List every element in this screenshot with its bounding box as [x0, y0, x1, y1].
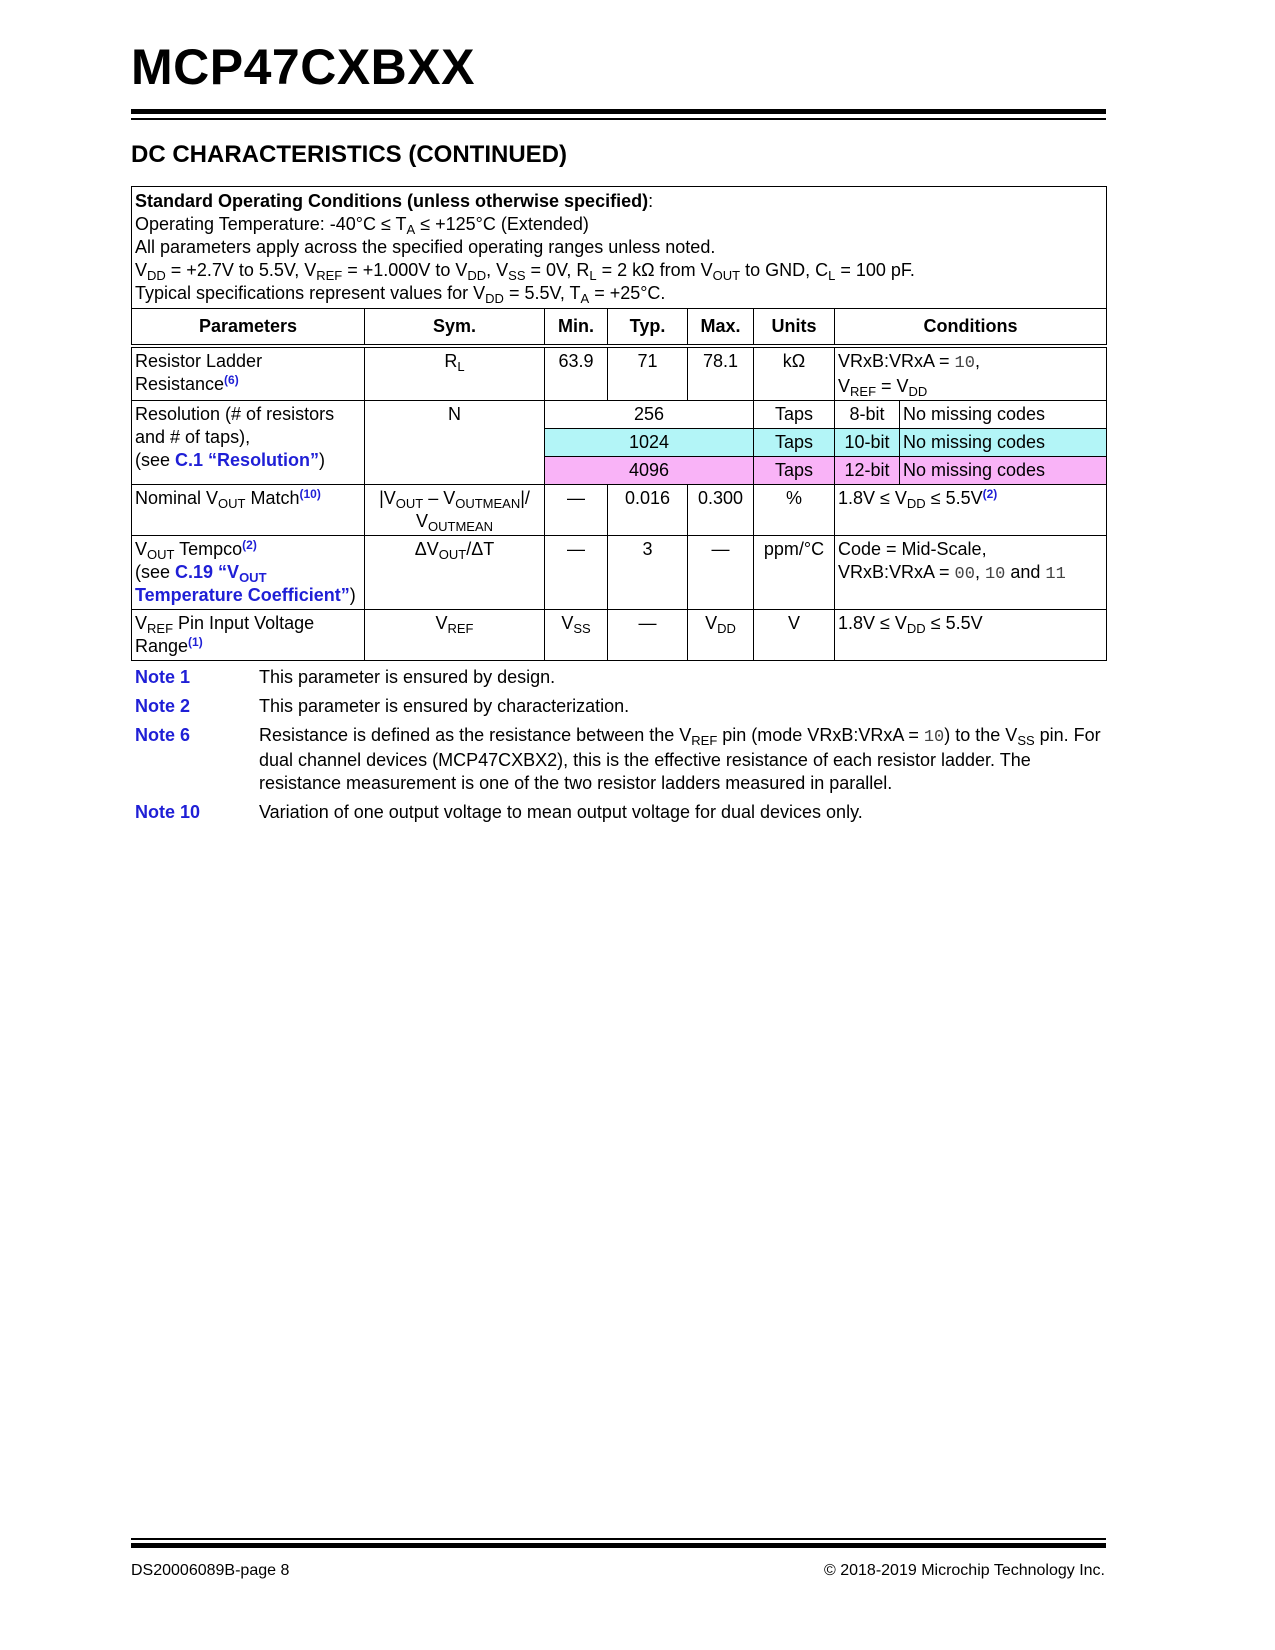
operating-conditions-title: Standard Operating Conditions (unless otherwise specified) — [135, 191, 649, 211]
typical-specs-note: Typical specifications represent values for $V_{DD} = 5.5V$, $T_A = +25^\circ C$. — [135, 283, 666, 306]
max-value: 0.300 — [688, 485, 754, 536]
max-value: $V_{DD}$ — [688, 610, 754, 661]
conditions-value: $1.8V \le V_{DD} \le 5.5V^{(2)}$ — [835, 485, 1107, 536]
header-max: Max. — [688, 309, 754, 347]
typ-value: — — [608, 610, 688, 661]
note-1 — [135, 666, 1105, 689]
link-vout-temperature-coefficient[interactable]: C.19 “$V_{OUT}$ Temperature Coefficient” — [135, 562, 350, 605]
sym-vout-tempco: $\Delta V_{OUT}/\Delta T$ — [365, 536, 545, 610]
table-row — [132, 346, 1107, 401]
table-row — [132, 536, 1107, 610]
operating-temperature: Operating Temperature: $-40^\circ C \le T_A \le +125^\circ C$ (Extended) — [135, 214, 589, 237]
units-value: V — [754, 610, 835, 661]
resolution-value: 256 — [545, 401, 754, 429]
conditions-value: VRxB:VRxA = 10, $V_{REF} = V_{DD}$ — [835, 346, 1107, 401]
units-value: % — [754, 485, 835, 536]
conditions-value: No missing codes — [900, 401, 1107, 429]
conditions-value: $1.8V \le V_{DD} \le 5.5V$ — [835, 610, 1107, 661]
bits-value: 8-bit — [835, 401, 900, 429]
bits-value: 12-bit — [835, 457, 900, 485]
dc-characteristics-table — [131, 186, 1107, 661]
param-vout-match: Nominal $V_{OUT}$ Match$^{(10)}$ — [132, 485, 365, 536]
note-ref-2[interactable]: (2) — [242, 538, 257, 552]
sym-rl: $R_L$ — [365, 346, 545, 401]
header-conditions: Conditions — [835, 309, 1107, 347]
max-value: 78.1 — [688, 346, 754, 401]
footer-copyright: © 2018-2019 Microchip Technology Inc. — [824, 1562, 1105, 1579]
header-rule-thin — [131, 118, 1106, 120]
min-value: — — [545, 536, 608, 610]
header-rule — [131, 109, 1106, 114]
all-parameters-note: All parameters apply across the specified operating ranges unless noted. — [135, 237, 716, 257]
table-row — [132, 485, 1107, 536]
conditions-value: No missing codes — [900, 457, 1107, 485]
max-value: — — [688, 536, 754, 610]
note-ref-2[interactable]: (2) — [982, 487, 998, 501]
param-resistor-ladder: Resistor Ladder Resistance$^{(6)}$ — [132, 346, 365, 401]
min-value: $V_{SS}$ — [545, 610, 608, 661]
table-header-row — [132, 309, 1107, 347]
conditions-value: Code = Mid-Scale, VRxB:VRxA = 00, 10 and 11 — [835, 536, 1107, 610]
note-ref-6[interactable]: (6) — [224, 373, 239, 387]
typ-value: 0.016 — [608, 485, 688, 536]
bits-value: 10-bit — [835, 429, 900, 457]
note-label: Note 2 — [135, 696, 191, 716]
units-value: Taps — [754, 457, 835, 485]
note-label: Note 6 — [135, 725, 191, 745]
header-typ: Typ. — [608, 309, 688, 347]
sym-vout-match: $|V_{OUT} - V_{OUTMEAN}|/$ $V_{OUTMEAN}$ — [365, 485, 545, 536]
note-text: Resistance is defined as the resistance between the $V_{REF}$ pin (mode VRxB:VRxA = 10) to the $V_{SS}$ pin. For dual channel devices (MCP47CXBX2), this is the effective resistance of each resistor ladder. The resistance measurement is one of the two resistor ladders measured in parallel. — [259, 725, 1101, 793]
header-min: Min. — [545, 309, 608, 347]
conditions-value: No missing codes — [900, 429, 1107, 457]
param-vout-tempco: $V_{OUT}$ Tempco$^{(2)}$ (see C.19 “$V_{OUT}$ Temperature Coefficient”) — [132, 536, 365, 610]
resolution-value: 1024 — [545, 429, 754, 457]
min-value: — — [545, 485, 608, 536]
note-6 — [135, 724, 1105, 795]
units-value: Taps — [754, 429, 835, 457]
table-row — [132, 401, 1107, 429]
resolution-value: 4096 — [545, 457, 754, 485]
header-parameters: Parameters — [132, 309, 365, 347]
units-value: Taps — [754, 401, 835, 429]
footer-rule — [131, 1543, 1106, 1548]
note-label: Note 1 — [135, 667, 191, 687]
footer-doc-id: DS20006089B-page 8 — [131, 1562, 290, 1579]
sym-vref: $V_{REF}$ — [365, 610, 545, 661]
note-2 — [135, 695, 1105, 718]
note-text: This parameter is ensured by characterization. — [259, 696, 630, 716]
section-heading: DC CHARACTERISTICS (CONTINUED) — [131, 141, 567, 168]
param-vref-range: $V_{REF}$ Pin Input Voltage Range$^{(1)}$ — [132, 610, 365, 661]
table-notes — [135, 666, 1105, 830]
note-text: This parameter is ensured by design. — [259, 667, 556, 687]
supply-conditions: $V_{DD} = +2.7V$ to 5.5V, $V_{REF} = +1.000V$ to $V_{DD}$, $V_{SS} = 0V$, $R_L = 2$ kΩ from $V_{OUT}$ to GND, $C_L = 100$ pF. — [135, 260, 915, 283]
document-title: MCP47CXBXX — [131, 39, 475, 95]
note-text: Variation of one output voltage to mean output voltage for dual devices only. — [259, 802, 863, 822]
units-value: ppm/°C — [754, 536, 835, 610]
note-10 — [135, 801, 1105, 824]
note-ref-10[interactable]: (10) — [299, 487, 321, 501]
note-label: Note 10 — [135, 802, 201, 822]
footer-rule-thin — [131, 1538, 1106, 1540]
units-value: kΩ — [754, 346, 835, 401]
link-resolution[interactable]: C.1 “Resolution” — [175, 450, 320, 470]
table-row — [132, 610, 1107, 661]
typ-value: 3 — [608, 536, 688, 610]
min-value: 63.9 — [545, 346, 608, 401]
header-sym: Sym. — [365, 309, 545, 347]
header-units: Units — [754, 309, 835, 347]
operating-conditions: Standard Operating Conditions (unless otherwise specified): Operating Temperature: $-40^\circ C \le T_A \le +125^\circ C$ (Extended) All parameters apply across the specified operating ranges unless noted. $V_{DD} = +2.7V$ to 5.5V, $V_{REF} = +1.000V$ to $V_{DD}$, $V_{SS} = 0V$, $R_L = 2$ kΩ from $V_{OUT}$ to GND, $C_L = 100$ pF. Typical specifications represent values for $V_{DD} = 5.5V$, $T_A = +25^\circ C$. — [132, 187, 1107, 309]
typ-value: 71 — [608, 346, 688, 401]
note-ref-1[interactable]: (1) — [188, 635, 203, 649]
param-resolution: Resolution (# of resistors and # of taps), (see C.1 “Resolution”) — [132, 401, 365, 485]
sym-n: N — [365, 401, 545, 485]
